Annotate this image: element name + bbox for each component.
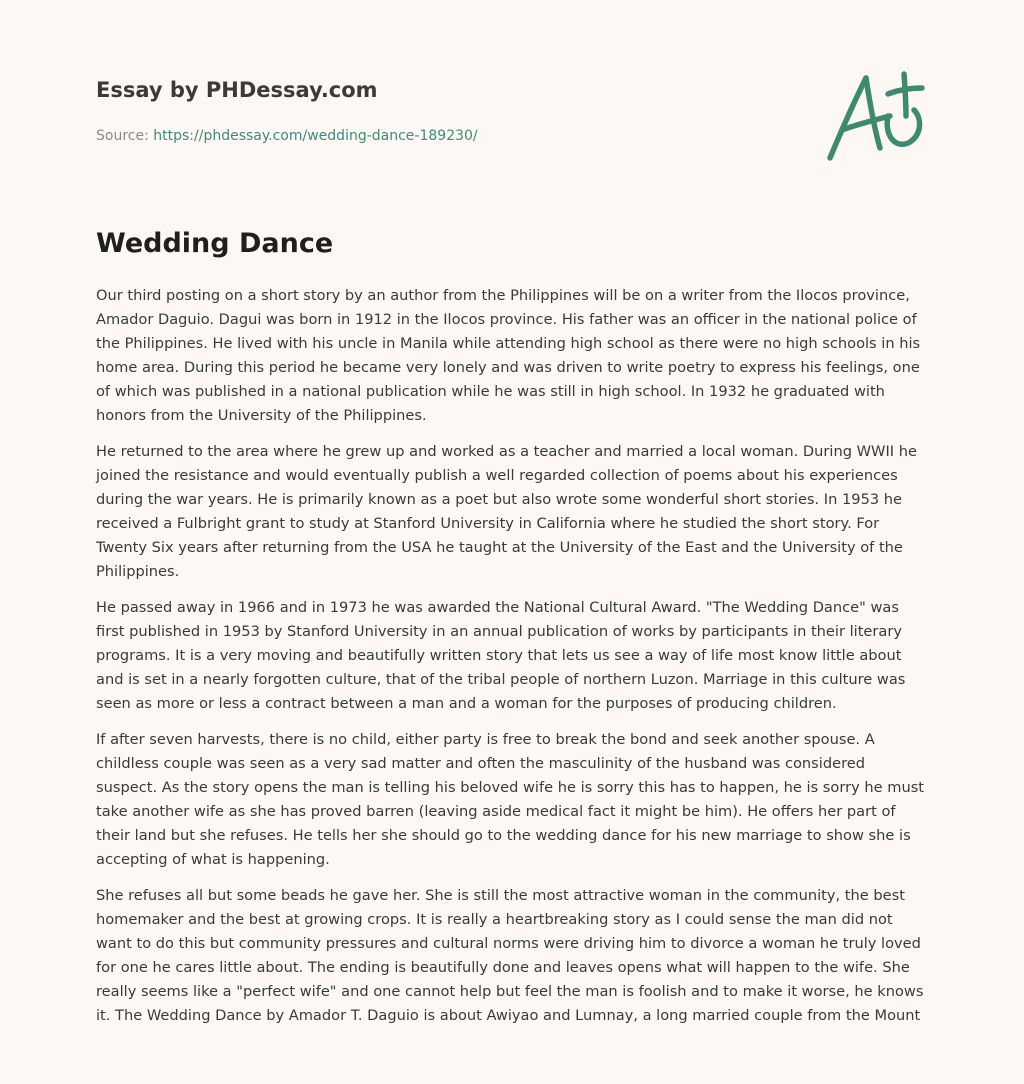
source-label: Source:	[96, 128, 154, 144]
source-line	[96, 126, 796, 146]
site-title: Essay by PHDessay.com	[96, 78, 378, 102]
essay-paragraph: He returned to the area where he grew up and worked as a teacher and married a local woman. During WWII he joined the resistance and would eventually publish a well regarded collection of poems about his experiences during the war years. He is primarily known as a poet but also wrote some wonderful short stories. In 1953 he received a Fulbright grant to study at Stanford University in California where he studied the short story. For Twenty Six years after returning from the USA he taught at the University of the East and the University of the Philippines.	[96, 443, 917, 580]
a-plus-logo	[818, 64, 930, 168]
essay-paragraph: She refuses all but some beads he gave her. She is still the most attractive woman in the community, the best homemaker and the best at growing crops. It is really a heartbreaking story as I could sense the man did not want to do this but community pressures and cultural norms were driving him to divorce a woman he truly loved for one he cares little about. The ending is beautifully done and leaves opens what will happen to the wife. She really seems like a "perfect wife" and one cannot help but feel the man is foolish and to make it worse, he knows it. The Wedding Dance by Amador T. Daguio is about Awiyao and Lumnay, a long married couple from the Mount	[96, 887, 924, 1024]
source-link[interactable]: https://phdessay.com/wedding-dance-189230/	[153, 128, 478, 144]
essay-header	[96, 76, 796, 146]
essay-paragraph: Our third posting on a short story by an author from the Philippines will be on a writer from the Ilocos province, Amador Daguio. Dagui was born in 1912 in the Ilocos province. His father was an officer in the national police of the Philippines. He lived with his uncle in Manila while attending high school as there were no high schools in his home area. During this period he became very lonely and was driven to write poetry to express his feelings, one of which was published in a national publication while he was still in high school. In 1932 he graduated with honors from the University of the Philippines.	[96, 287, 921, 424]
essay-body	[96, 284, 928, 1040]
essay-title: Wedding Dance	[96, 228, 334, 259]
essay-paragraph: He passed away in 1966 and in 1973 he was awarded the National Cultural Award. "The Wedding Dance" was first published in 1953 by Stanford University in an annual publication of works by participants in their literary programs. It is a very moving and beautifully written story that lets us see a way of life most know little about and is set in a nearly forgotten culture, that of the tribal people of northern Luzon. Marriage in this culture was seen as more or less a contract between a man and a woman for the purposes of producing children.	[96, 599, 906, 712]
essay-paragraph: If after seven harvests, there is no child, either party is free to break the bond and seek another spouse. A childless couple was seen as a very sad matter and often the masculinity of the husband was considered suspect. As the story opens the man is telling his beloved wife he is sorry this has to happen, he is sorry he must take another wife as she has proved barren (leaving aside medical fact it might be him). He offers her part of their land but she refuses. He tells her she should go to the wedding dance for his new marriage to show she is accepting of what is happening.	[96, 731, 925, 868]
